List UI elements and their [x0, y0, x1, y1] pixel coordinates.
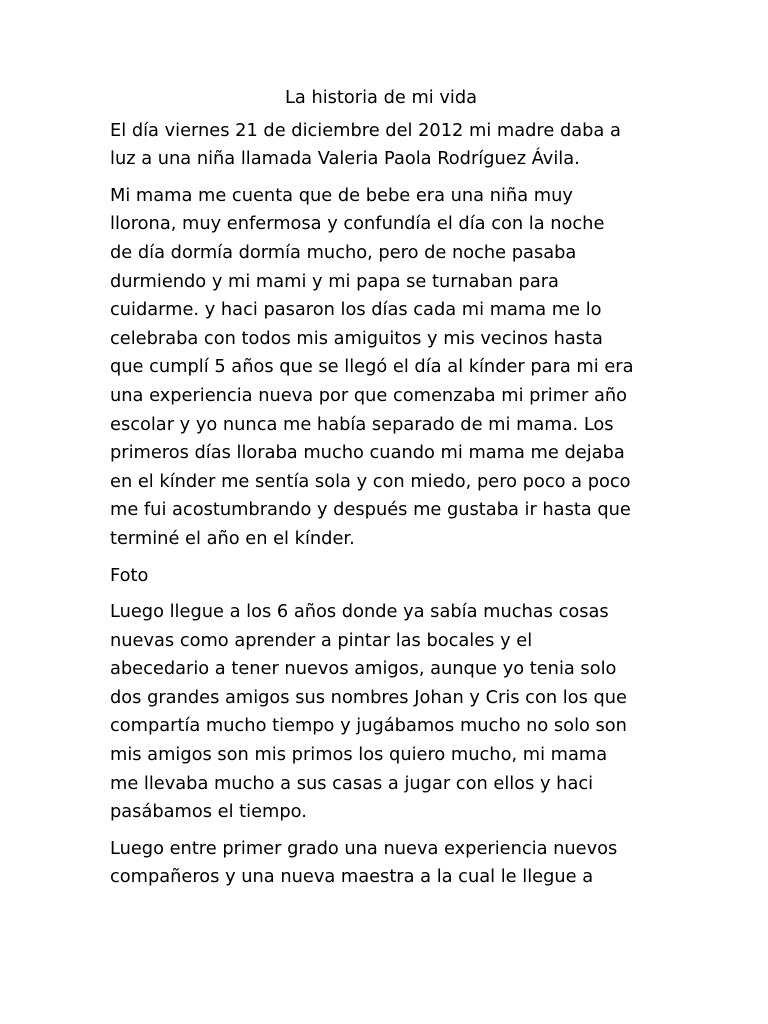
paragraph-six-years [110, 598, 658, 827]
text-line: durmiendo y mi mami y mi papa se turnaban para [110, 270, 559, 292]
text-line: mis amigos son mis primos los quiero mucho, mi mama [110, 744, 608, 766]
text-line: de día dormía dormía mucho, pero de noche pasaba [110, 241, 577, 263]
text-line: Luego llegue a los 6 años donde ya sabía muchas cosas [110, 601, 609, 623]
paragraph-first-grade [110, 835, 658, 892]
text-line: me llevaba mucho a sus casas a jugar con ellos y haci [110, 772, 594, 794]
paragraph-childhood [110, 182, 658, 554]
document-title: La historia de mi vida [285, 87, 478, 108]
text-line: compartía mucho tiempo y jugábamos mucho no solo son [110, 715, 627, 737]
text-line: compañeros y una nueva maestra a la cual le llegue a [110, 866, 594, 888]
text-line: que cumplí 5 años que se llegó el día al kínder para mi era [110, 356, 634, 378]
text-line: en el kínder me sentía sola y con miedo, pero poco a poco [110, 470, 631, 492]
text-line: me fui acostumbrando y después me gustaba ir hasta que [110, 499, 631, 521]
text-line: luz a una niña llamada Valeria Paola Rodríguez Ávila. [110, 148, 580, 170]
text-line: llorona, muy enfermosa y confundía el día con la noche [110, 213, 605, 235]
text-line: dos grandes amigos sus nombres Johan y Cris con los que [110, 686, 627, 708]
text-line: primeros días lloraba mucho cuando mi mama me dejaba [110, 442, 625, 464]
photo-placeholder-label [110, 562, 658, 591]
text-line: Mi mama me cuenta que de bebe era una niña muy [110, 184, 573, 206]
text-line: El día viernes 21 de diciembre del 2012 mi madre daba a [110, 119, 621, 141]
text-line: una experiencia nueva por que comenzaba mi primer año [110, 384, 627, 406]
text-line: Foto [110, 564, 149, 586]
text-line: abecedario a tener nuevos amigos, aunque yo tenia solo [110, 658, 617, 680]
text-line: nuevas como aprender a pintar las bocales y el [110, 629, 533, 651]
text-line: terminé el año en el kínder. [110, 527, 355, 549]
text-line: cuidarme. y haci pasaron los días cada mi mama me lo [110, 299, 602, 321]
text-line: pasábamos el tiempo. [110, 801, 307, 823]
text-line: celebraba con todos mis amiguitos y mis vecinos hasta [110, 327, 603, 349]
text-line: escolar y yo nunca me había separado de mi mama. Los [110, 413, 614, 435]
paragraph-birth [110, 117, 658, 174]
text-line: Luego entre primer grado una nueva experiencia nuevos [110, 837, 618, 859]
document-body [110, 84, 658, 900]
